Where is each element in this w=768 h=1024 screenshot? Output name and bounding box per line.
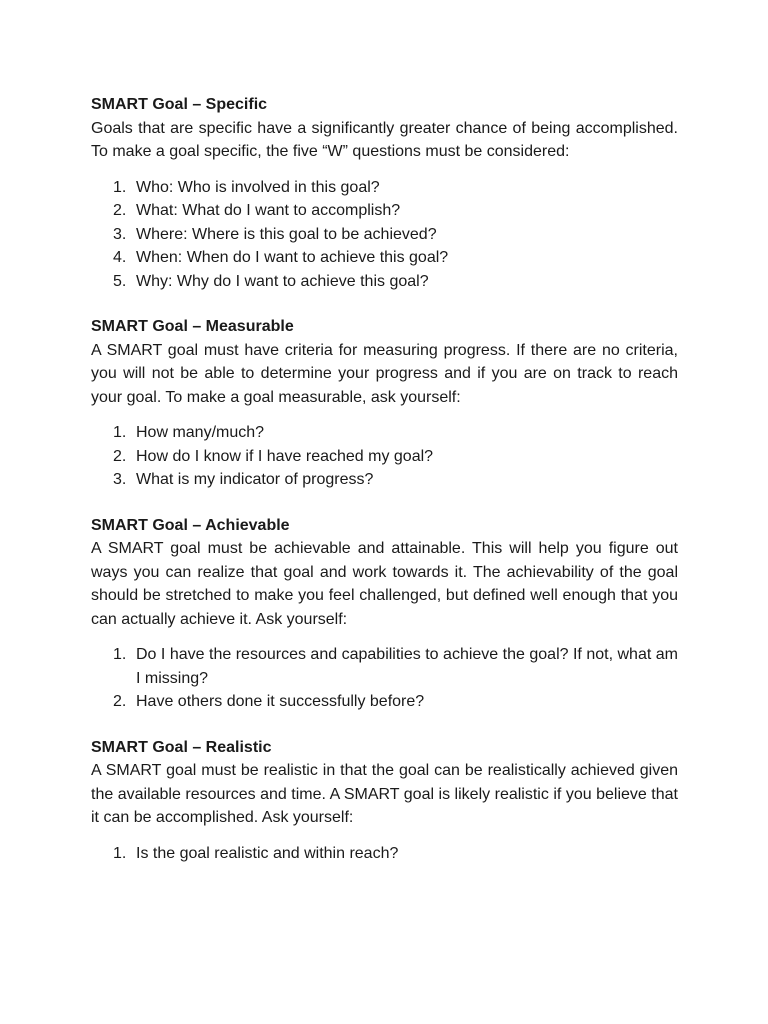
list-item [91, 421, 678, 445]
list-item [91, 199, 678, 223]
list-item [91, 223, 678, 247]
list-item [91, 176, 678, 200]
section-heading: SMART Goal – Achievable [91, 516, 290, 534]
section-heading: SMART Goal – Realistic [91, 738, 272, 756]
list-text: When: When do I want to achieve this goal? [136, 249, 449, 266]
section-paragraph: Goals that are specific have a significantly greater chance of being accomplished. To make a goal specific, the five “W” questions must be considered: [91, 119, 678, 160]
list-number: 3. [113, 471, 127, 488]
section-measurable [91, 315, 678, 492]
question-list [91, 842, 678, 866]
section-paragraph: A SMART goal must be achievable and attainable. This will help you figure out ways you can realize that goal and work towards it. The achievability of the goal should be stretched to make you feel challenged, but defined well enough that you can actually achieve it. Ask yourself: [91, 540, 678, 628]
list-number: 2. [113, 202, 127, 219]
list-text: Who: Who is involved in this goal? [136, 178, 380, 196]
list-number: 4. [113, 249, 127, 266]
section-heading: SMART Goal – Specific [91, 96, 268, 113]
list-text: How do I know if I have reached my goal? [136, 447, 434, 465]
list-item [91, 246, 678, 270]
list-number: 1. [113, 844, 127, 862]
list-number: 3. [113, 225, 127, 243]
list-item [91, 643, 678, 690]
list-text: Why: Why do I want to achieve this goal? [136, 272, 429, 290]
list-text: Is the goal realistic and within reach? [136, 844, 399, 862]
section-heading: SMART Goal – Measurable [91, 318, 294, 335]
section-achievable [91, 514, 678, 714]
list-number: 1. [113, 424, 127, 441]
list-item [91, 842, 678, 866]
list-number: 1. [113, 646, 127, 663]
list-number: 2. [113, 693, 127, 710]
list-number: 5. [113, 272, 127, 290]
question-list [91, 421, 678, 492]
list-text: Do I have the resources and capabilities to achieve the goal? If not, what am I missing? [136, 646, 678, 687]
section-paragraph: A SMART goal must be realistic in that the goal can be realistically achieved given the available resources and time. A SMART goal is likely realistic if you believe that it can be accomplished. Ask yourself: [91, 762, 678, 826]
section-paragraph: A SMART goal must have criteria for measuring progress. If there are no criteria, you will not be able to determine your progress and if you are on track to reach your goal. To make a goal measurable, ask yourself: [91, 341, 678, 406]
list-item [91, 468, 678, 492]
list-item [91, 690, 678, 714]
list-text: How many/much? [136, 424, 265, 441]
list-number: 1. [113, 178, 127, 196]
list-item [91, 445, 678, 469]
list-text: Where: Where is this goal to be achieved? [136, 225, 437, 243]
question-list [91, 176, 678, 294]
list-text: Have others done it successfully before? [136, 693, 425, 710]
list-item [91, 270, 678, 294]
list-text: What is my indicator of progress? [136, 471, 374, 488]
list-number: 2. [113, 447, 127, 465]
section-specific [91, 93, 678, 293]
list-text: What: What do I want to accomplish? [136, 202, 401, 219]
section-realistic [91, 736, 678, 866]
question-list [91, 643, 678, 714]
